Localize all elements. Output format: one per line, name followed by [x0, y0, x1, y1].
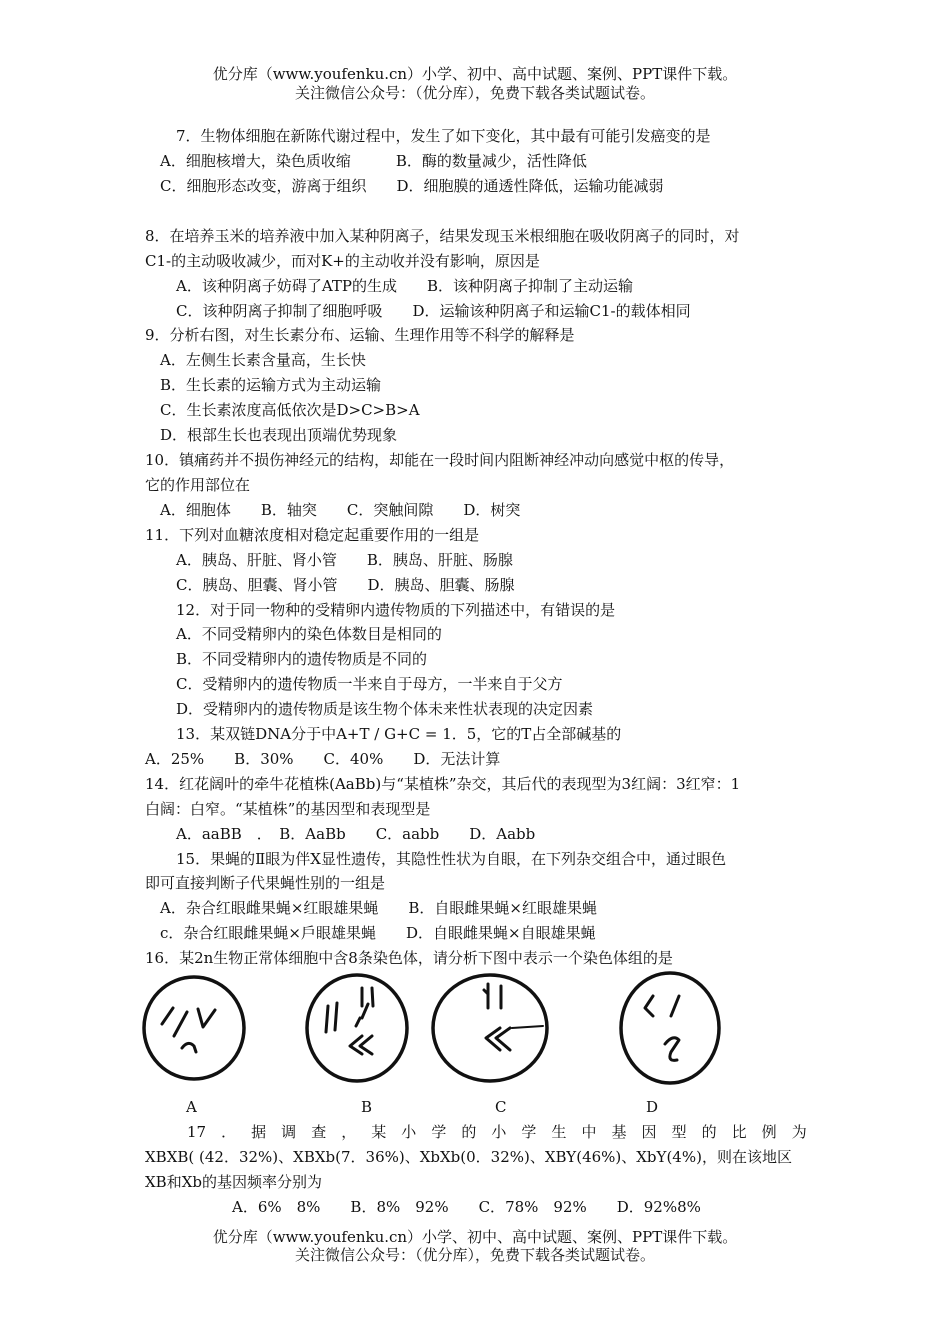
q15-options-ab: A．杂合红眼雌果蝇×红眼雄果蝇 B．自眼雌果蝇×红眼雄果蝇 [160, 899, 597, 917]
q13-options: A．25% B．30% C．40% D．无法计算 [145, 750, 501, 768]
q17-char: ， [341, 1123, 357, 1141]
q17-char: 的 [701, 1123, 717, 1141]
q17-char: 生 [551, 1123, 567, 1141]
q7-stem: 7．生物体细胞在新陈代谢过程中，发生了如下变化，其中最有可能引发癌变的是 [176, 127, 711, 145]
q17-char: 某 [371, 1123, 387, 1141]
q12-option-a: A．不同受精卵内的染色体数目是相同的 [176, 625, 442, 643]
q17-char: 基 [611, 1123, 627, 1141]
q17-char: 比 [731, 1123, 747, 1141]
q17-char: ． [221, 1123, 237, 1141]
q8-options-cd: C．该种阴离子抑制了细胞呼吸 D．运输该种阴离子和运输C1-的载体相同 [176, 302, 691, 320]
cell-figure-c [426, 970, 564, 1086]
q16-stem: 16．某2n生物正常体细胞中含8条染色体，请分析下图中表示一个染色体组的是 [145, 949, 673, 967]
q9-stem: 9．分析右图，对生长素分布、运输、生理作用等不科学的解释是 [145, 326, 575, 344]
cell-label-c: C [495, 1098, 507, 1116]
q8-options-ab: A．该种阴离子妨碍了ATP的生成 B．该种阴离子抑制了主动运输 [176, 277, 633, 295]
q17-char: 17 [187, 1123, 207, 1141]
q12-option-b: B．不同受精卵内的遗传物质是不同的 [176, 650, 428, 668]
q10-options: A．细胞体 B．轴突 C．突触间隙 D．树突 [160, 501, 521, 519]
q12-stem: 12．对于同一物种的受精卵内遗传物质的下列描述中，有错误的是 [176, 601, 616, 619]
q9-option-a: A．左侧生长素含量高，生长快 [160, 351, 366, 369]
footer-line-2: 关注微信公众号：（优分库），免费下载各类试题试卷。 [294, 1246, 655, 1264]
q10-stem-1: 10．镇痛药并不损伤神经元的结构，却能在一段时间内阻断神经冲动向感觉中枢的传导， [145, 451, 735, 469]
q17-char: 例 [761, 1123, 777, 1141]
q9-option-d: D．根部生长也表现出顶端优势现象 [160, 426, 398, 444]
q17-char: 小 [401, 1123, 417, 1141]
cell-figure-b [302, 970, 414, 1086]
q17-char: 调 [281, 1123, 297, 1141]
q9-option-b: B．生长素的运输方式为主动运输 [160, 376, 382, 394]
q17-char: 为 [791, 1123, 807, 1141]
footer-line-1: 优分库（www.youfenku.cn）小学、初中、高中试题、案例、PPT课件下载。 [212, 1228, 738, 1246]
cell-label-a: A [186, 1098, 197, 1116]
q7-options-ab: A．细胞核增大，染色质收缩 B．酶的数量减少，活性降低 [160, 152, 587, 170]
q9-option-c: C．生长素浓度高低依次是D>C>B>A [160, 401, 420, 419]
q14-stem-1: 14．红花阔叶的牵牛花植株(AaBb)与“某植株”杂交，其后代的表现型为3红阔：3红窄：1 [145, 775, 741, 793]
q8-stem-1: 8．在培养玉米的培养液中加入某种阴离子，结果发现玉米根细胞在吸收阴离子的同时，对 [145, 227, 740, 245]
cell-figure-d [615, 968, 725, 1088]
q14-stem-2: 白阔：白窄。“某植株”的基因型和表现型是 [145, 800, 431, 818]
cell-label-b: B [361, 1098, 373, 1116]
q17-options: A．6% 8% B．8% 92% C．78% 92% D．92%8% [232, 1198, 701, 1216]
q17-char: 型 [671, 1123, 687, 1141]
q10-stem-2: 它的作用部位在 [145, 476, 251, 494]
q17-char: 小 [491, 1123, 507, 1141]
q17-char: 查 [311, 1123, 327, 1141]
q17-stem-1 [145, 1122, 807, 1142]
q11-options-cd: C．胰岛、胆囊、肾小管 D．胰岛、胆囊、肠腺 [176, 576, 515, 594]
q12-option-c: C．受精卵内的遗传物质一半来自于母方，一半来自于父方 [176, 675, 563, 693]
q15-options-cd: c．杂合红眼雌果蝇×戶眼雄果蝇 D．自眼雌果蝇×自眼雄果蝇 [160, 924, 596, 942]
q17-char: 学 [521, 1123, 537, 1141]
q11-options-ab: A．胰岛、肝脏、肾小管 B．胰岛、肝脏、肠腺 [176, 551, 513, 569]
q15-stem-1: 15．果蝇的Ⅱ眼为伴X显性遗传，其隐性性状为自眼，在下列杂交组合中，通过眼色 [176, 850, 726, 868]
q17-stem-2: XBXB( (42．32%)、XBXb(7．36%)、XbXb(0．32%)、XBY(46%)、XbY(4%)，则在该地区 [145, 1148, 792, 1166]
cell-label-d: D [646, 1098, 659, 1116]
q15-stem-2: 即可直接判断子代果蝇性别的一组是 [145, 874, 386, 892]
cell-figure-a [140, 972, 250, 1084]
q17-stem-3: XB和Xb的基因频率分别为 [145, 1173, 322, 1191]
q17-char: 据 [251, 1123, 267, 1141]
header-line-2: 关注微信公众号：（优分库），免费下载各类试题试卷。 [294, 84, 655, 102]
q17-char: 的 [461, 1123, 477, 1141]
q17-char: 中 [581, 1123, 597, 1141]
q13-stem: 13．某双链DNA分于中A+T / G+C = 1．5，它的T占全部碱基的 [176, 725, 622, 743]
q17-char: 学 [431, 1123, 447, 1141]
q8-stem-2: C1-的主动吸收减少，而对K+的主动收并没有影响，原因是 [145, 252, 540, 270]
q11-stem: 11．下列对血糖浓度相对稳定起重要作用的一组是 [145, 526, 480, 544]
q7-options-cd: C．细胞形态改变，游离于组织 D．细胞膜的通透性降低，运输功能减弱 [160, 177, 664, 195]
q17-char: 因 [641, 1123, 657, 1141]
q14-options: A．aaBB ． B．AaBb C．aabb D．Aabb [176, 825, 536, 843]
header-line-1: 优分库（www.youfenku.cn）小学、初中、高中试题、案例、PPT课件下载。 [212, 65, 738, 83]
q12-option-d: D．受精卵内的遗传物质是该生物个体未来性状表现的决定因素 [176, 700, 594, 718]
